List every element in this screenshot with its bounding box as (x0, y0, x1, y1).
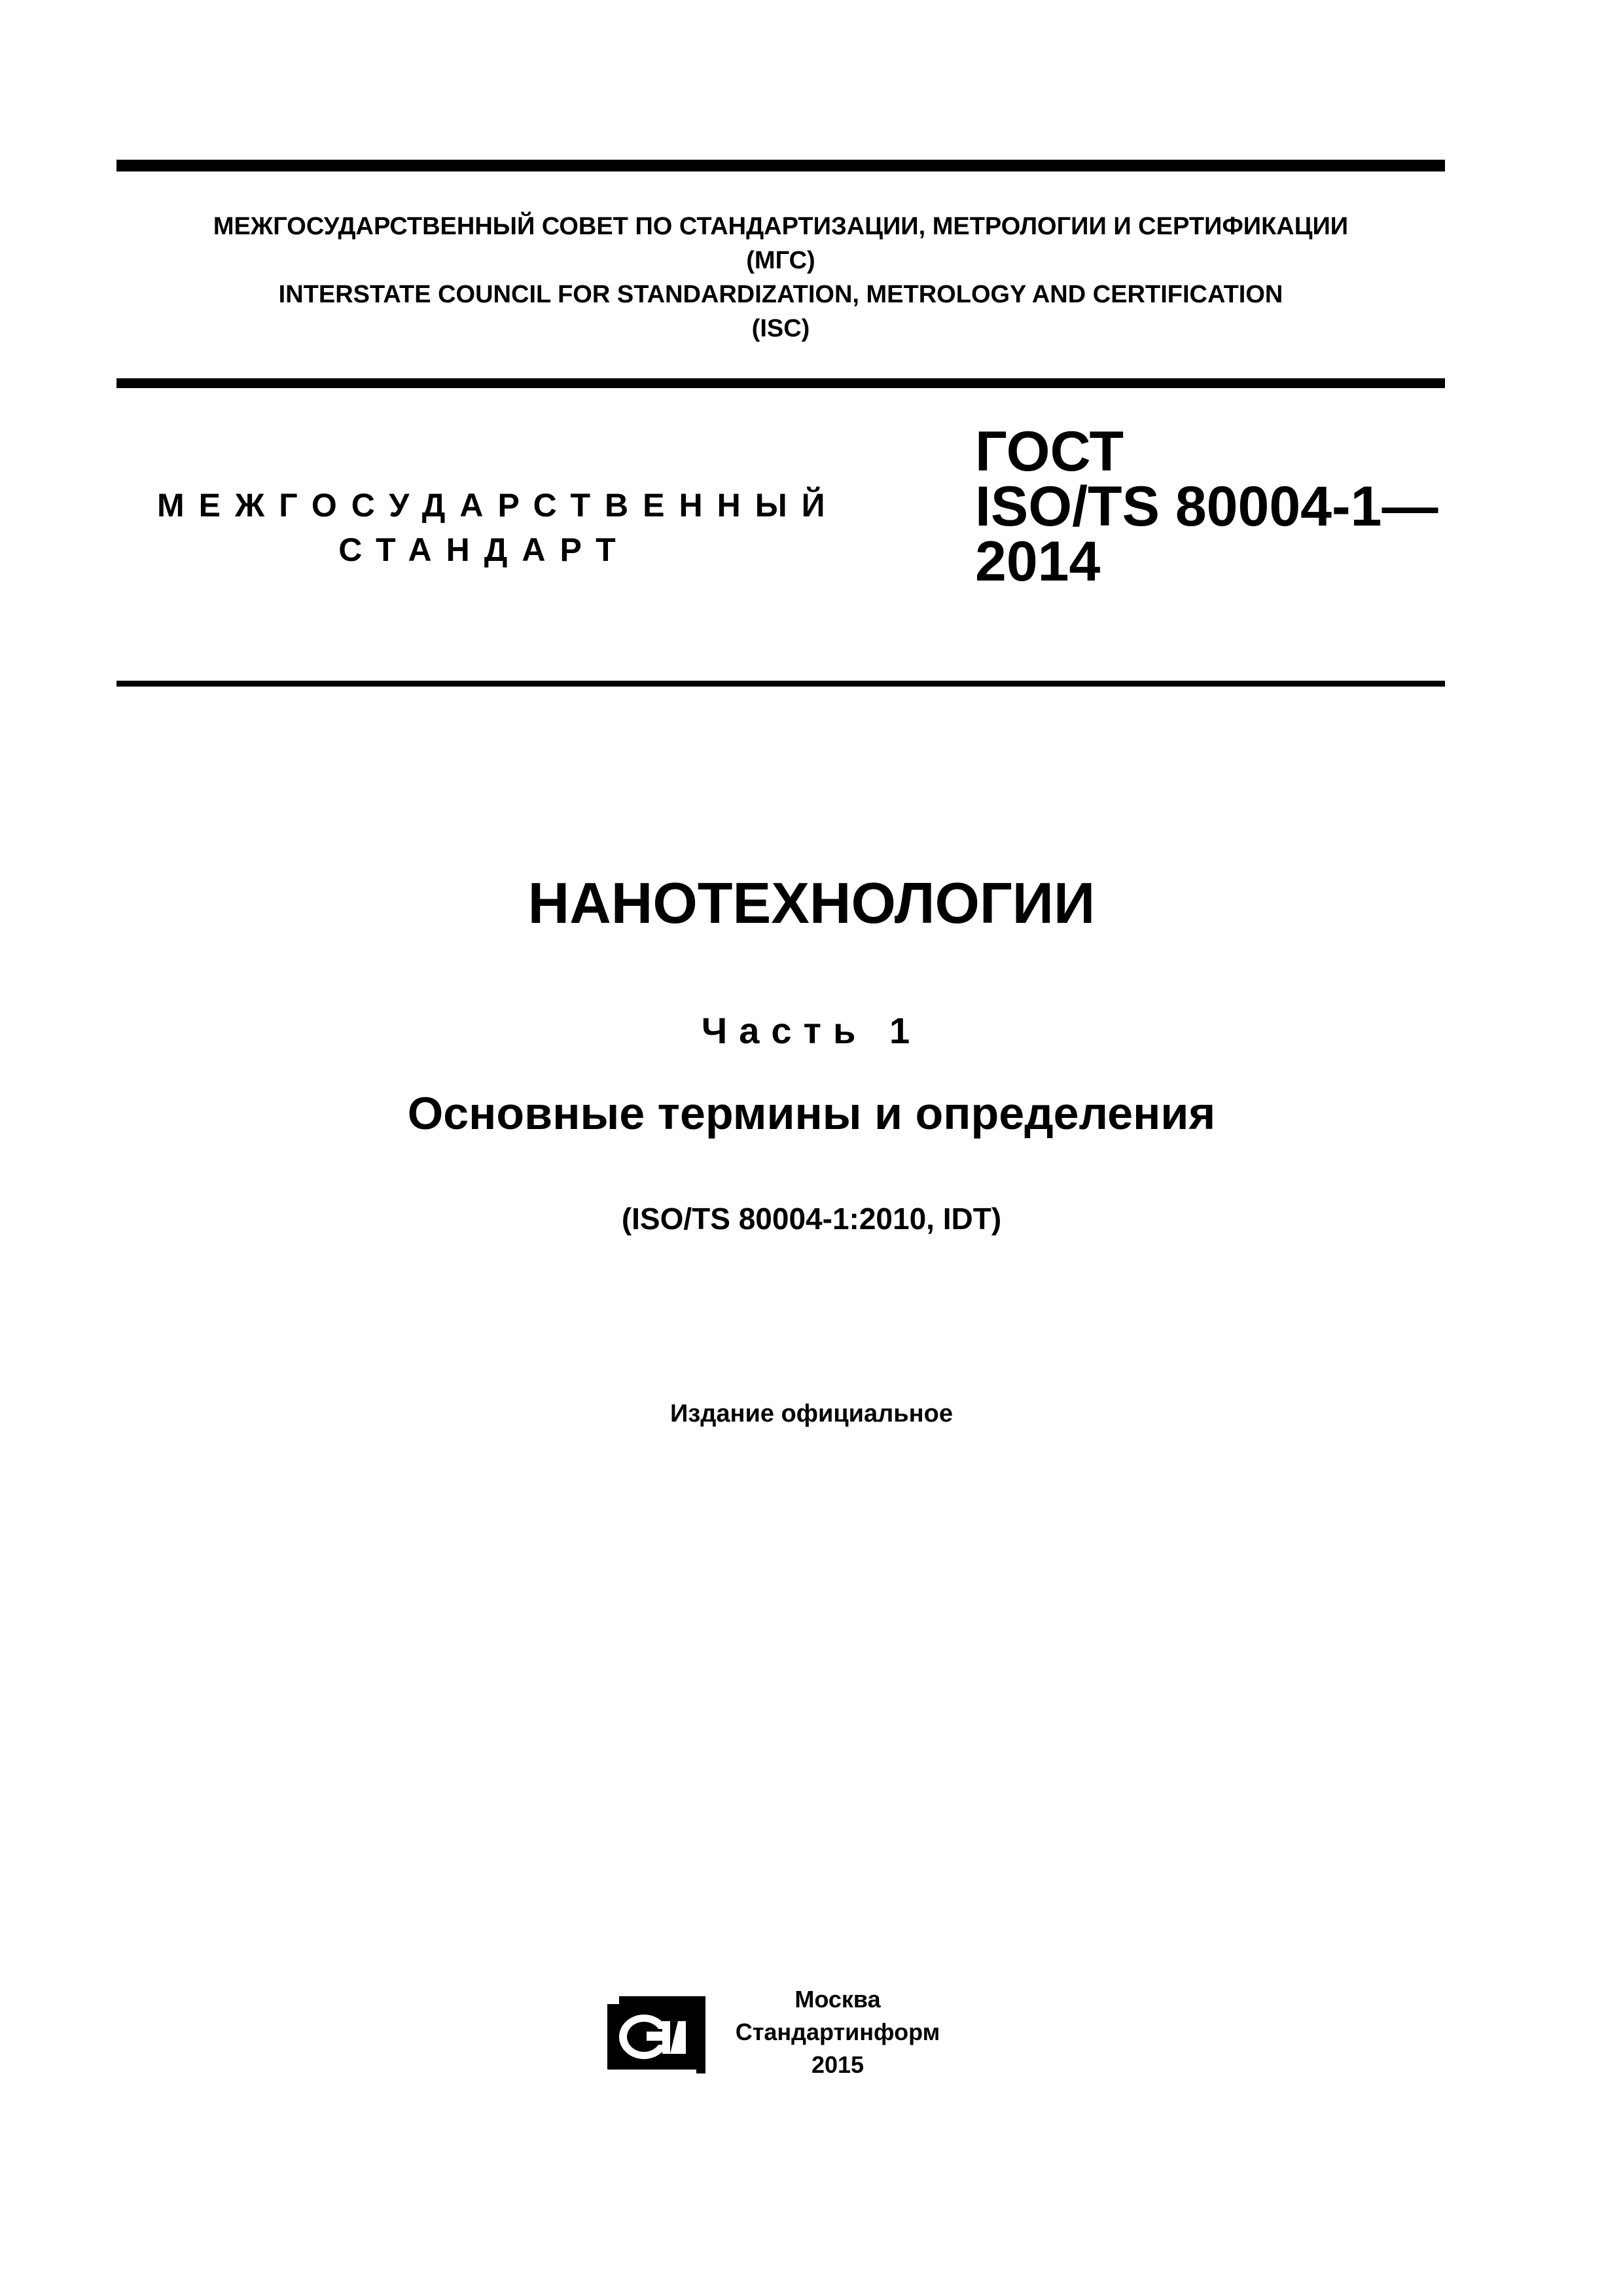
publisher-name: Стандартинформ (735, 2018, 940, 2045)
council-name-ru: МЕЖГОСУДАРСТВЕННЫЙ СОВЕТ ПО СТАНДАРТИЗАЦИИ, МЕТРОЛОГИИ И СЕРТИФИКАЦИИ (213, 213, 1349, 240)
iso-reference: (ISO/TS 80004-1:2010, IDT) (621, 1202, 1002, 1236)
publisher-city: Москва (794, 1986, 881, 2013)
part-number: Часть 1 (701, 1010, 922, 1051)
publisher-year: 2015 (811, 2051, 865, 2078)
council-name-en: INTERSTATE COUNCIL FOR STANDARDIZATION, METROLOGY AND CERTIFICATION (278, 281, 1283, 308)
council-abbr-en: (ISC) (751, 315, 810, 342)
document-title: НАНОТЕХНОЛОГИИ (527, 870, 1096, 935)
designation-line2: ISO/TS 80004-1— (975, 475, 1438, 538)
bottom-rule (116, 681, 1445, 687)
top-rule (116, 160, 1445, 171)
council-header (116, 209, 1445, 346)
standard-type-line2: СТАНДАРТ (338, 531, 630, 568)
document-subtitle: Основные термины и определения (407, 1088, 1216, 1139)
standartinform-logo-icon (607, 1992, 705, 2073)
edition-note: Издание официальное (670, 1400, 953, 1427)
designation-line3: 2014 (975, 530, 1101, 593)
standard-type-line1: МЕЖГОСУДАРСТВЕННЫЙ (157, 487, 840, 524)
designation-line1: ГОСТ (975, 420, 1124, 483)
middle-rule (116, 378, 1445, 388)
standard-designation (975, 420, 1438, 593)
standard-type (157, 483, 840, 572)
publisher-block (713, 1983, 962, 2081)
council-abbr-ru: (МГС) (746, 247, 815, 274)
